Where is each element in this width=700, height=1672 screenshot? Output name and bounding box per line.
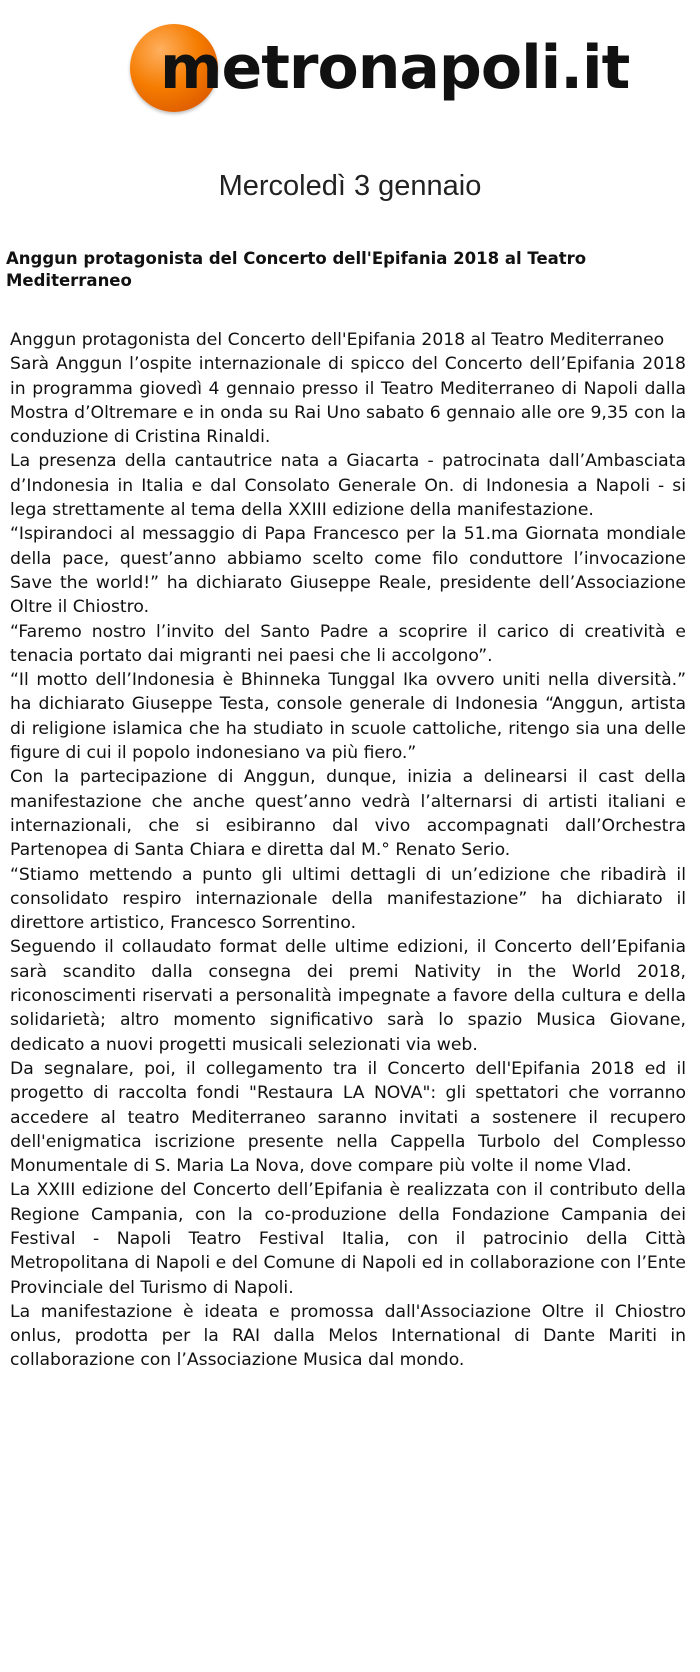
paragraph: “Ispirandoci al messaggio di Papa Francesco per la 51.ma Giornata mondiale della pace, quest’anno abbiamo scelto come filo conduttore l’invocazione Save the world!” ha dichiarato Giuseppe Reale, presidente dell’Associazione Oltre il Chiostro. [10,524,686,618]
logo-text: metronapoli.it [160,33,630,103]
paragraph: “Faremo nostro l’invito del Santo Padre a scoprire il carico di creatività e tenacia portato dai migranti nei paesi che li accolgono”. [10,621,686,666]
paragraph: Seguendo il collaudato format delle ultime edizioni, il Concerto dell’Epifania sarà scandito dalla consegna dei premi Nativity in the World 2018, riconoscimenti riservati a personalità impegnate a favore della cultura e della solidarietà; altro momento significativo sarà lo spazio Musica Giovane, dedicato a nuovi progetti musicali selezionati via web. [10,937,686,1055]
article-headline: Anggun protagonista del Concerto dell'Epifania 2018 al Teatro Mediterraneo [6,249,587,290]
paragraph: La manifestazione è ideata e promossa dall'Associazione Oltre il Chiostro onlus, prodotta per la RAI dalla Melos International di Dante Mariti in collaborazione con l’Associazione Musica dal mondo. [10,1301,686,1371]
paragraph: “Stiamo mettendo a punto gli ultimi dettagli di un’edizione che ribadirà il consolidato respiro internazionale della manifestazione” ha dichiarato il direttore artistico, Francesco Sorrentino. [10,864,686,934]
paragraph: La XXIII edizione del Concerto dell’Epifania è realizzata con il contributo della Regione Campania, con la co-produzione della Fondazione Campania dei Festival - Napoli Teatro Festival Italia, con il patrocinio della Città Metropolitana di Napoli e del Comune di Napoli ed in collaborazione con l’Ente Provinciale del Turismo di Napoli. [10,1180,686,1298]
paragraph: Sarà Anggun l’ospite internazionale di spicco del Concerto dell’Epifania 2018 in programma giovedì 4 gennaio presso il Teatro Mediterraneo di Napoli dalla Mostra d’Oltremare e in onda su Rai Uno sabato 6 gennaio alle ore 9,35 con la conduzione di Cristina Rinaldi. [10,354,686,448]
article-date: Mercoledì 3 gennaio [218,170,482,202]
article-body [10,328,686,1373]
paragraph: Con la partecipazione di Anggun, dunque, inizia a delinearsi il cast della manifestazione che anche quest’anno vedrà l’alternarsi di artisti italiani e internazionali, che si esibiranno dal vivo accompagnati dall’Orchestra Partenopea di Santa Chiara e diretta dal M.° Renato Serio. [10,767,686,861]
paragraph: La presenza della cantautrice nata a Giacarta - patrocinata dall’Ambasciata d’Indonesia in Italia e dal Consolato Generale On. di Indonesia a Napoli - si lega strettamente al tema della XXIII edizione della manifestazione. [10,451,686,521]
paragraph: Anggun protagonista del Concerto dell'Epifania 2018 al Teatro Mediterraneo [10,330,665,350]
paragraph: Da segnalare, poi, il collegamento tra il Concerto dell'Epifania 2018 ed il progetto di raccolta fondi "Restaura LA NOVA": gli spettatori che vorranno accedere al teatro Mediterraneo saranno invitati a sostenere il recupero dell'enigmatica iscrizione presente nella Cappella Turbolo del Complesso Monumentale di S. Maria La Nova, dove compare più volte il nome Vlad. [10,1058,686,1177]
paragraph: “Il motto dell’Indonesia è Bhinneka Tunggal Ika ovvero uniti nella diversità.” ha dichiarato Giuseppe Testa, console generale di Indonesia “Anggun, artista di religione islamica che ha studiato in scuole cattoliche, ritengo sia una delle figure di cui il popolo indonesiano va più fiero.” [10,670,686,764]
site-logo [130,20,630,116]
